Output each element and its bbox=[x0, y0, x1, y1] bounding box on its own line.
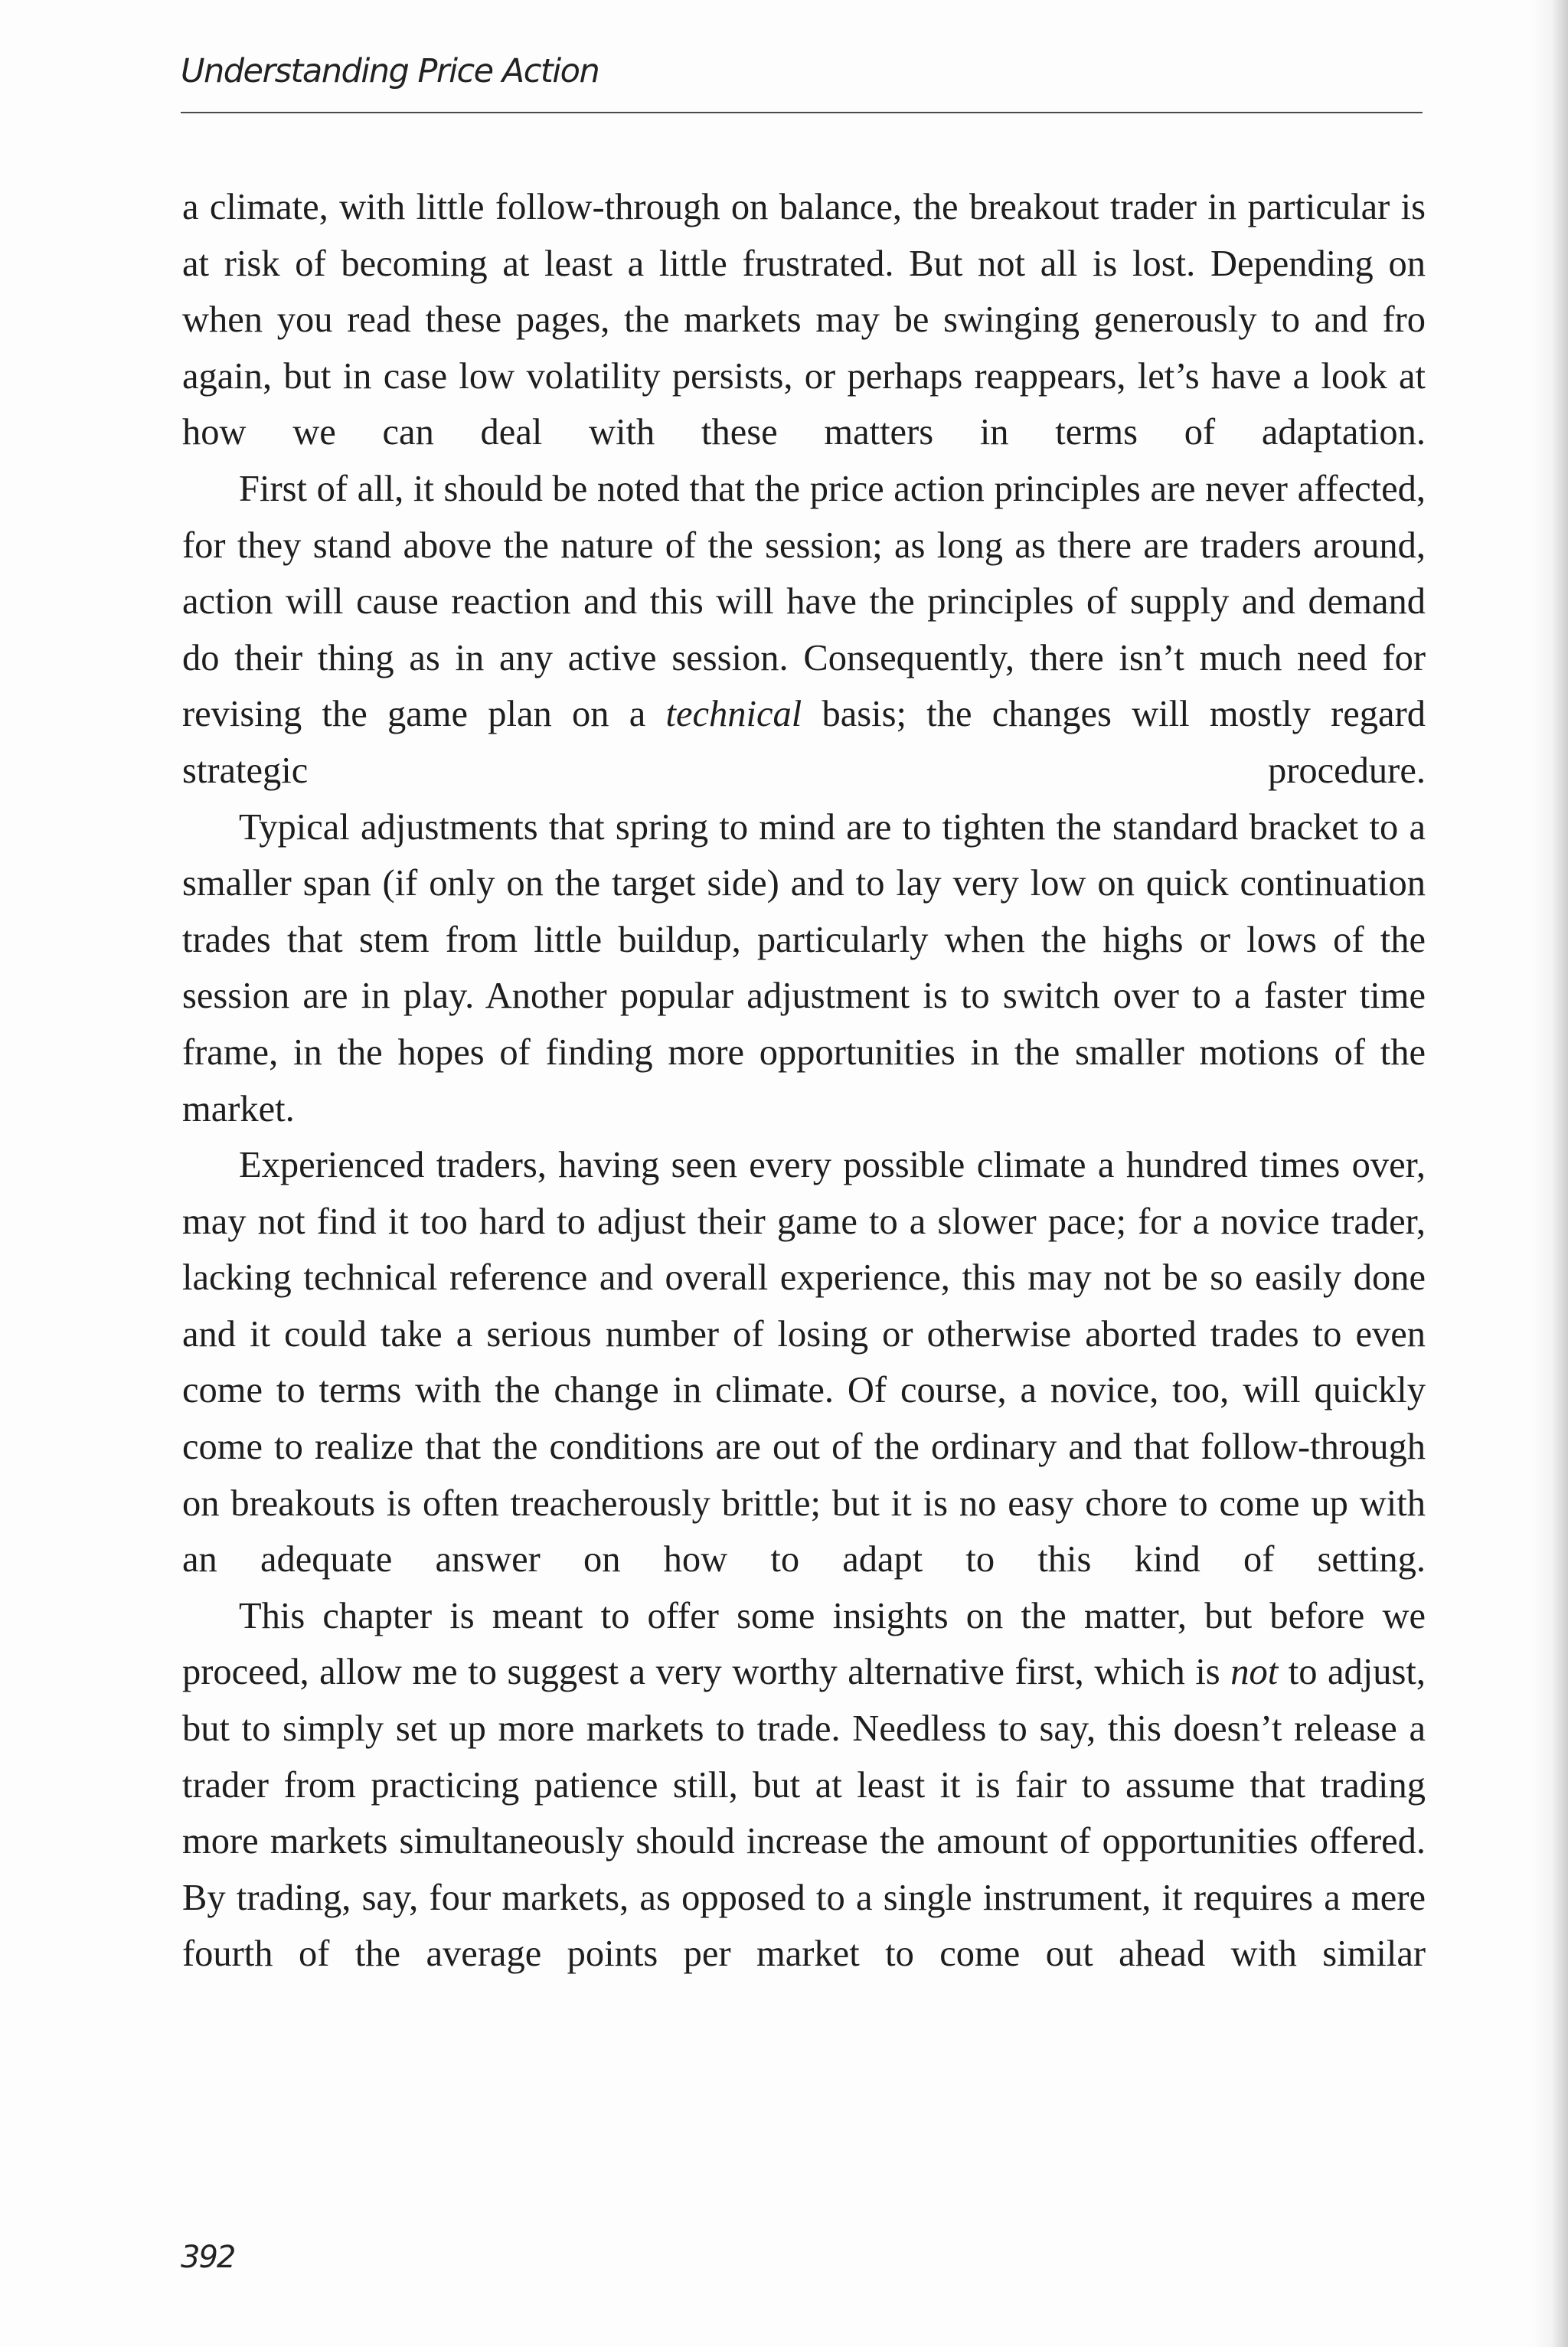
paragraph-2-text-a: First of all, it should be noted that the price action principles are never affected, for they stand above the nature of the session; as long as there are traders around, action will cause reaction and this will have the principles of supply and demand do their thing as in any active session. Consequently, there isn’t much need for revising the game plan on a bbox=[182, 468, 1426, 735]
paragraph-2-italic: technical bbox=[665, 694, 802, 735]
page-edge-shadow bbox=[1531, 0, 1568, 2347]
running-head: Understanding Price Action bbox=[181, 52, 599, 90]
paragraph-2-text-b: basis; the changes will mostly regard strategic procedure. bbox=[182, 694, 1426, 791]
page-number: 392 bbox=[181, 2240, 235, 2275]
paragraph-1-text: a climate, with little follow-through on balance, the breakout trader in particular is at risk of becoming at least a little frustrated. But not all is lost. Depending on when you read these pages, the markets may be swinging generously to and fro again, but in case low volatility persists, or perhaps reappears, let’s have a look at how we can deal with these matters in terms of adaptation. bbox=[182, 187, 1426, 453]
paragraph-4-text: Experienced traders, having seen every possible climate a hundred times over, may not find it too hard to adjust their game to a slower pace; for a novice trader, lacking technical reference and overall experience, this may not be so easily done and it could take a serious number of losing or otherwise aborted trades to even come to terms with the change in climate. Of course, a novice, too, will quickly come to realize that the conditions are out of the ordinary and that follow-through on breakouts is often treacherously brittle; but it is no easy chore to come up with an adequate answer on how to adapt to this kind of setting. bbox=[182, 1145, 1426, 1580]
paragraph-5-italic: not bbox=[1230, 1652, 1279, 1693]
paragraph-5-text-b: to adjust, but to simply set up more markets to trade. Needless to say, this doesn’t release a trader from practicing patience still, but at least it is fair to assume that trading more markets simultaneously should increase the amount of opportunities offered. By trading, say, four markets, as opposed to a single instrument, it requires a mere fourth of the average points per market to come out ahead with similar bbox=[182, 1652, 1426, 1975]
paragraph-5 bbox=[182, 1588, 1426, 1983]
paragraph-3 bbox=[182, 799, 1426, 1138]
header-rule bbox=[181, 112, 1423, 113]
paragraph-3-text: Typical adjustments that spring to mind are to tighten the standard bracket to a smaller span (if only on the target side) and to lay very low on quick continuation trades that stem from little buildup, particularly when the highs or lows of the session are in play. Another popular adjustment is to switch over to a faster time frame, in the hopes of finding more opportunities in the smaller motions of the market. bbox=[182, 806, 1426, 1129]
paragraph-5-text-a: This chapter is meant to offer some insights on the matter, but before we proceed, allow me to suggest a very worthy alternative first, which is bbox=[182, 1595, 1426, 1693]
paragraph-2 bbox=[182, 461, 1426, 799]
paragraph-4 bbox=[182, 1137, 1426, 1588]
body-text bbox=[182, 179, 1426, 1983]
paragraph-1 bbox=[182, 179, 1426, 461]
